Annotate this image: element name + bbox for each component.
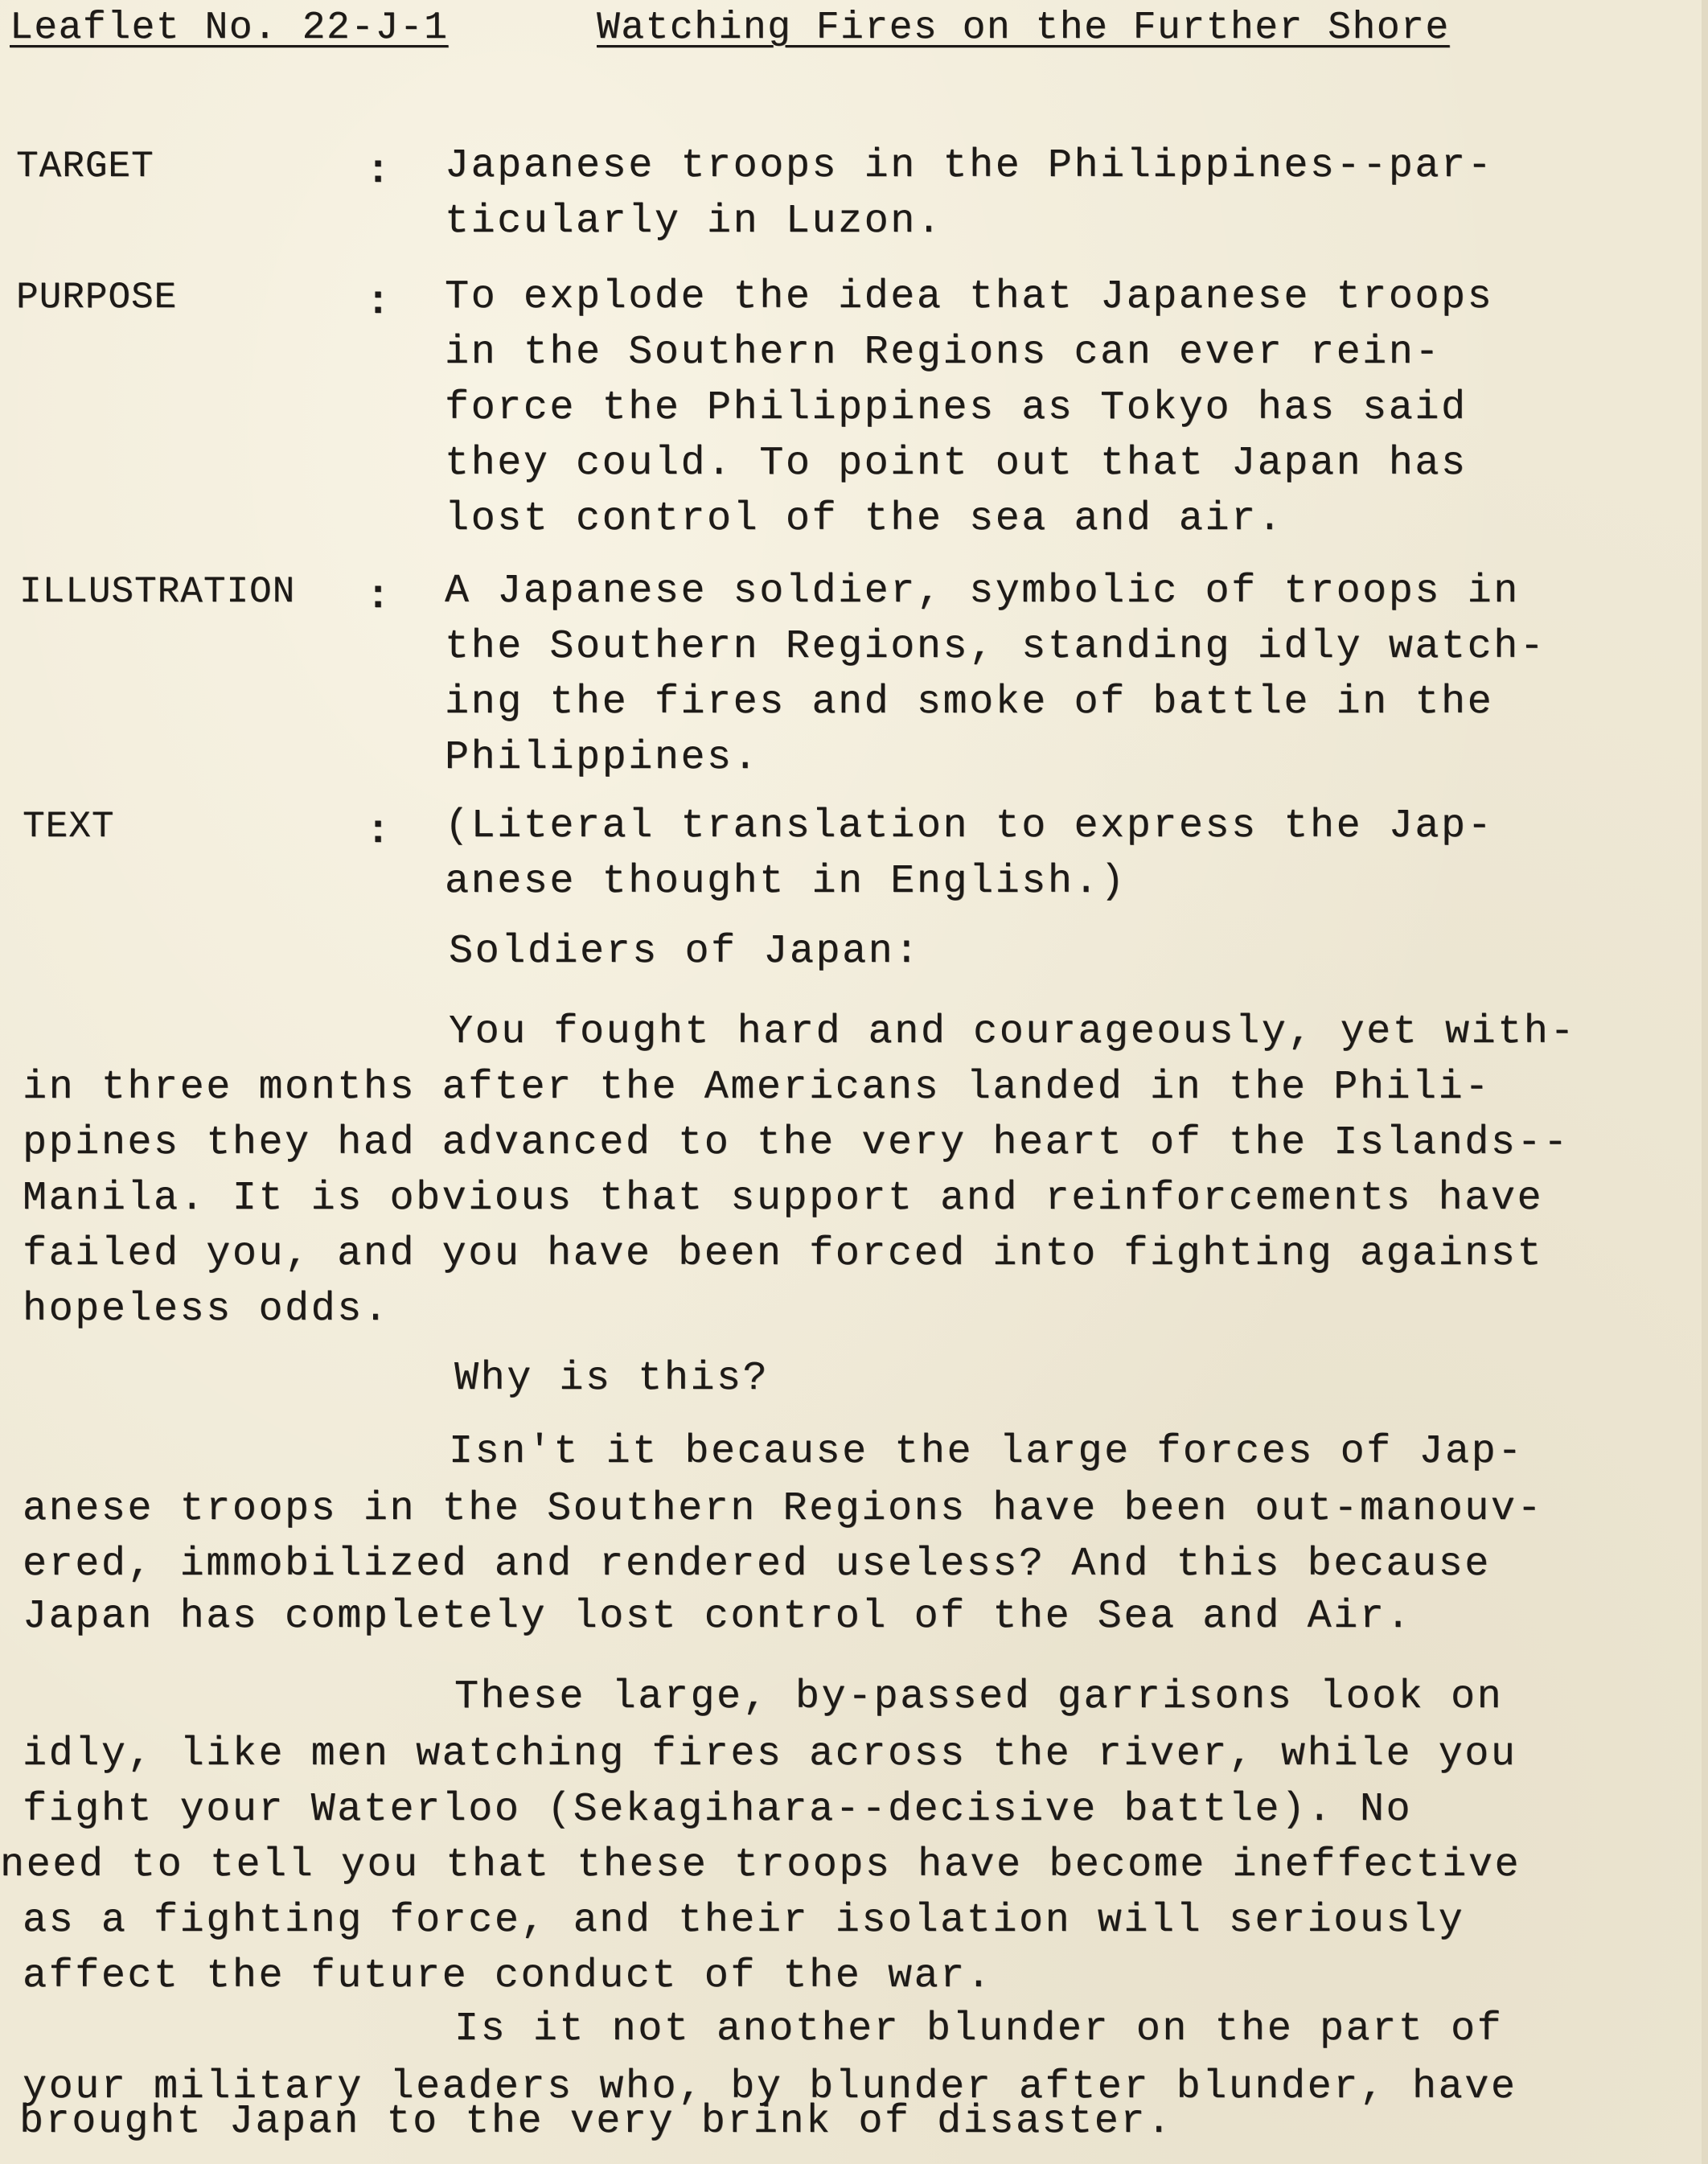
paragraph-line: hopeless odds. xyxy=(23,1287,390,1332)
purpose-label: PURPOSE xyxy=(16,277,178,318)
illustration-line: ing the fires and smoke of battle in the xyxy=(445,680,1494,725)
paragraph-line: Isn't it because the large forces of Jap- xyxy=(449,1429,1524,1475)
purpose-line: lost control of the sea and air. xyxy=(445,496,1284,542)
target-line: Japanese troops in the Philippines--par- xyxy=(445,143,1494,189)
illustration-line: A Japanese soldier, symbolic of troops in xyxy=(445,569,1520,614)
text-line: (Literal translation to express the Jap- xyxy=(445,803,1494,849)
paragraph-line: affect the future conduct of the war. xyxy=(23,1953,993,1999)
paragraph-line: fight your Waterloo (Sekagihara--decisive battle). No xyxy=(23,1787,1413,1833)
illustration-line: the Southern Regions, standing idly watch- xyxy=(445,624,1546,670)
target-colon: : xyxy=(366,149,392,195)
paragraph-line: brought Japan to the very brink of disaster. xyxy=(19,2099,1173,2145)
paragraph-line: as a fighting force, and their isolation will seriously xyxy=(23,1898,1465,1944)
target-line: ticularly in Luzon. xyxy=(445,199,943,244)
paragraph-line: These large, by-passed garrisons look on xyxy=(454,1674,1504,1720)
page-edge xyxy=(1702,0,1708,2164)
text-colon: : xyxy=(366,809,392,855)
paragraph-line: anese troops in the Southern Regions have been out-manouv- xyxy=(23,1486,1544,1532)
purpose-line: they could. To point out that Japan has xyxy=(445,441,1468,487)
illustration-line: Philippines. xyxy=(445,735,760,781)
text-line: anese thought in English.) xyxy=(445,859,1127,905)
paragraph-line: You fought hard and courageously, yet with- xyxy=(449,1009,1577,1055)
salutation: Soldiers of Japan: xyxy=(449,929,921,975)
paragraph-line: Manila. It is obvious that support and reinforcements have xyxy=(23,1176,1544,1222)
purpose-colon: : xyxy=(366,280,392,326)
target-label: TARGET xyxy=(16,146,154,187)
paragraph-line: ppines they had advanced to the very heart of the Islands-- xyxy=(23,1120,1570,1166)
leaflet-title: Watching Fires on the Further Shore xyxy=(597,6,1450,50)
paragraph-line: idly, like men watching fires across the river, while you xyxy=(23,1731,1517,1777)
paragraph-line: ered, immobilized and rendered useless? And this because xyxy=(23,1542,1491,1587)
paragraph-line: your military leaders who, by blunder after blunder, have xyxy=(23,2064,1517,2110)
paragraph-line: Japan has completely lost control of the Sea and Air. xyxy=(23,1594,1413,1640)
leaflet-number: Leaflet No. 22-J-1 xyxy=(10,6,449,50)
purpose-line: force the Philippines as Tokyo has said xyxy=(445,385,1468,431)
text-label: TEXT xyxy=(23,806,115,848)
purpose-line: To explode the idea that Japanese troops xyxy=(445,274,1494,320)
paragraph-line: Is it not another blunder on the part of xyxy=(454,2006,1504,2052)
paragraph-line: need to tell you that these troops have become ineffective xyxy=(0,1842,1521,1888)
illustration-colon: : xyxy=(366,574,392,620)
paragraph-line: failed you, and you have been forced into fighting against xyxy=(23,1231,1544,1277)
illustration-label: ILLUSTRATION xyxy=(19,571,296,613)
purpose-line: in the Southern Regions can ever rein- xyxy=(445,330,1441,376)
paragraph-line: in three months after the Americans landed in the Phili- xyxy=(23,1065,1491,1111)
question-line: Why is this? xyxy=(454,1356,770,1402)
